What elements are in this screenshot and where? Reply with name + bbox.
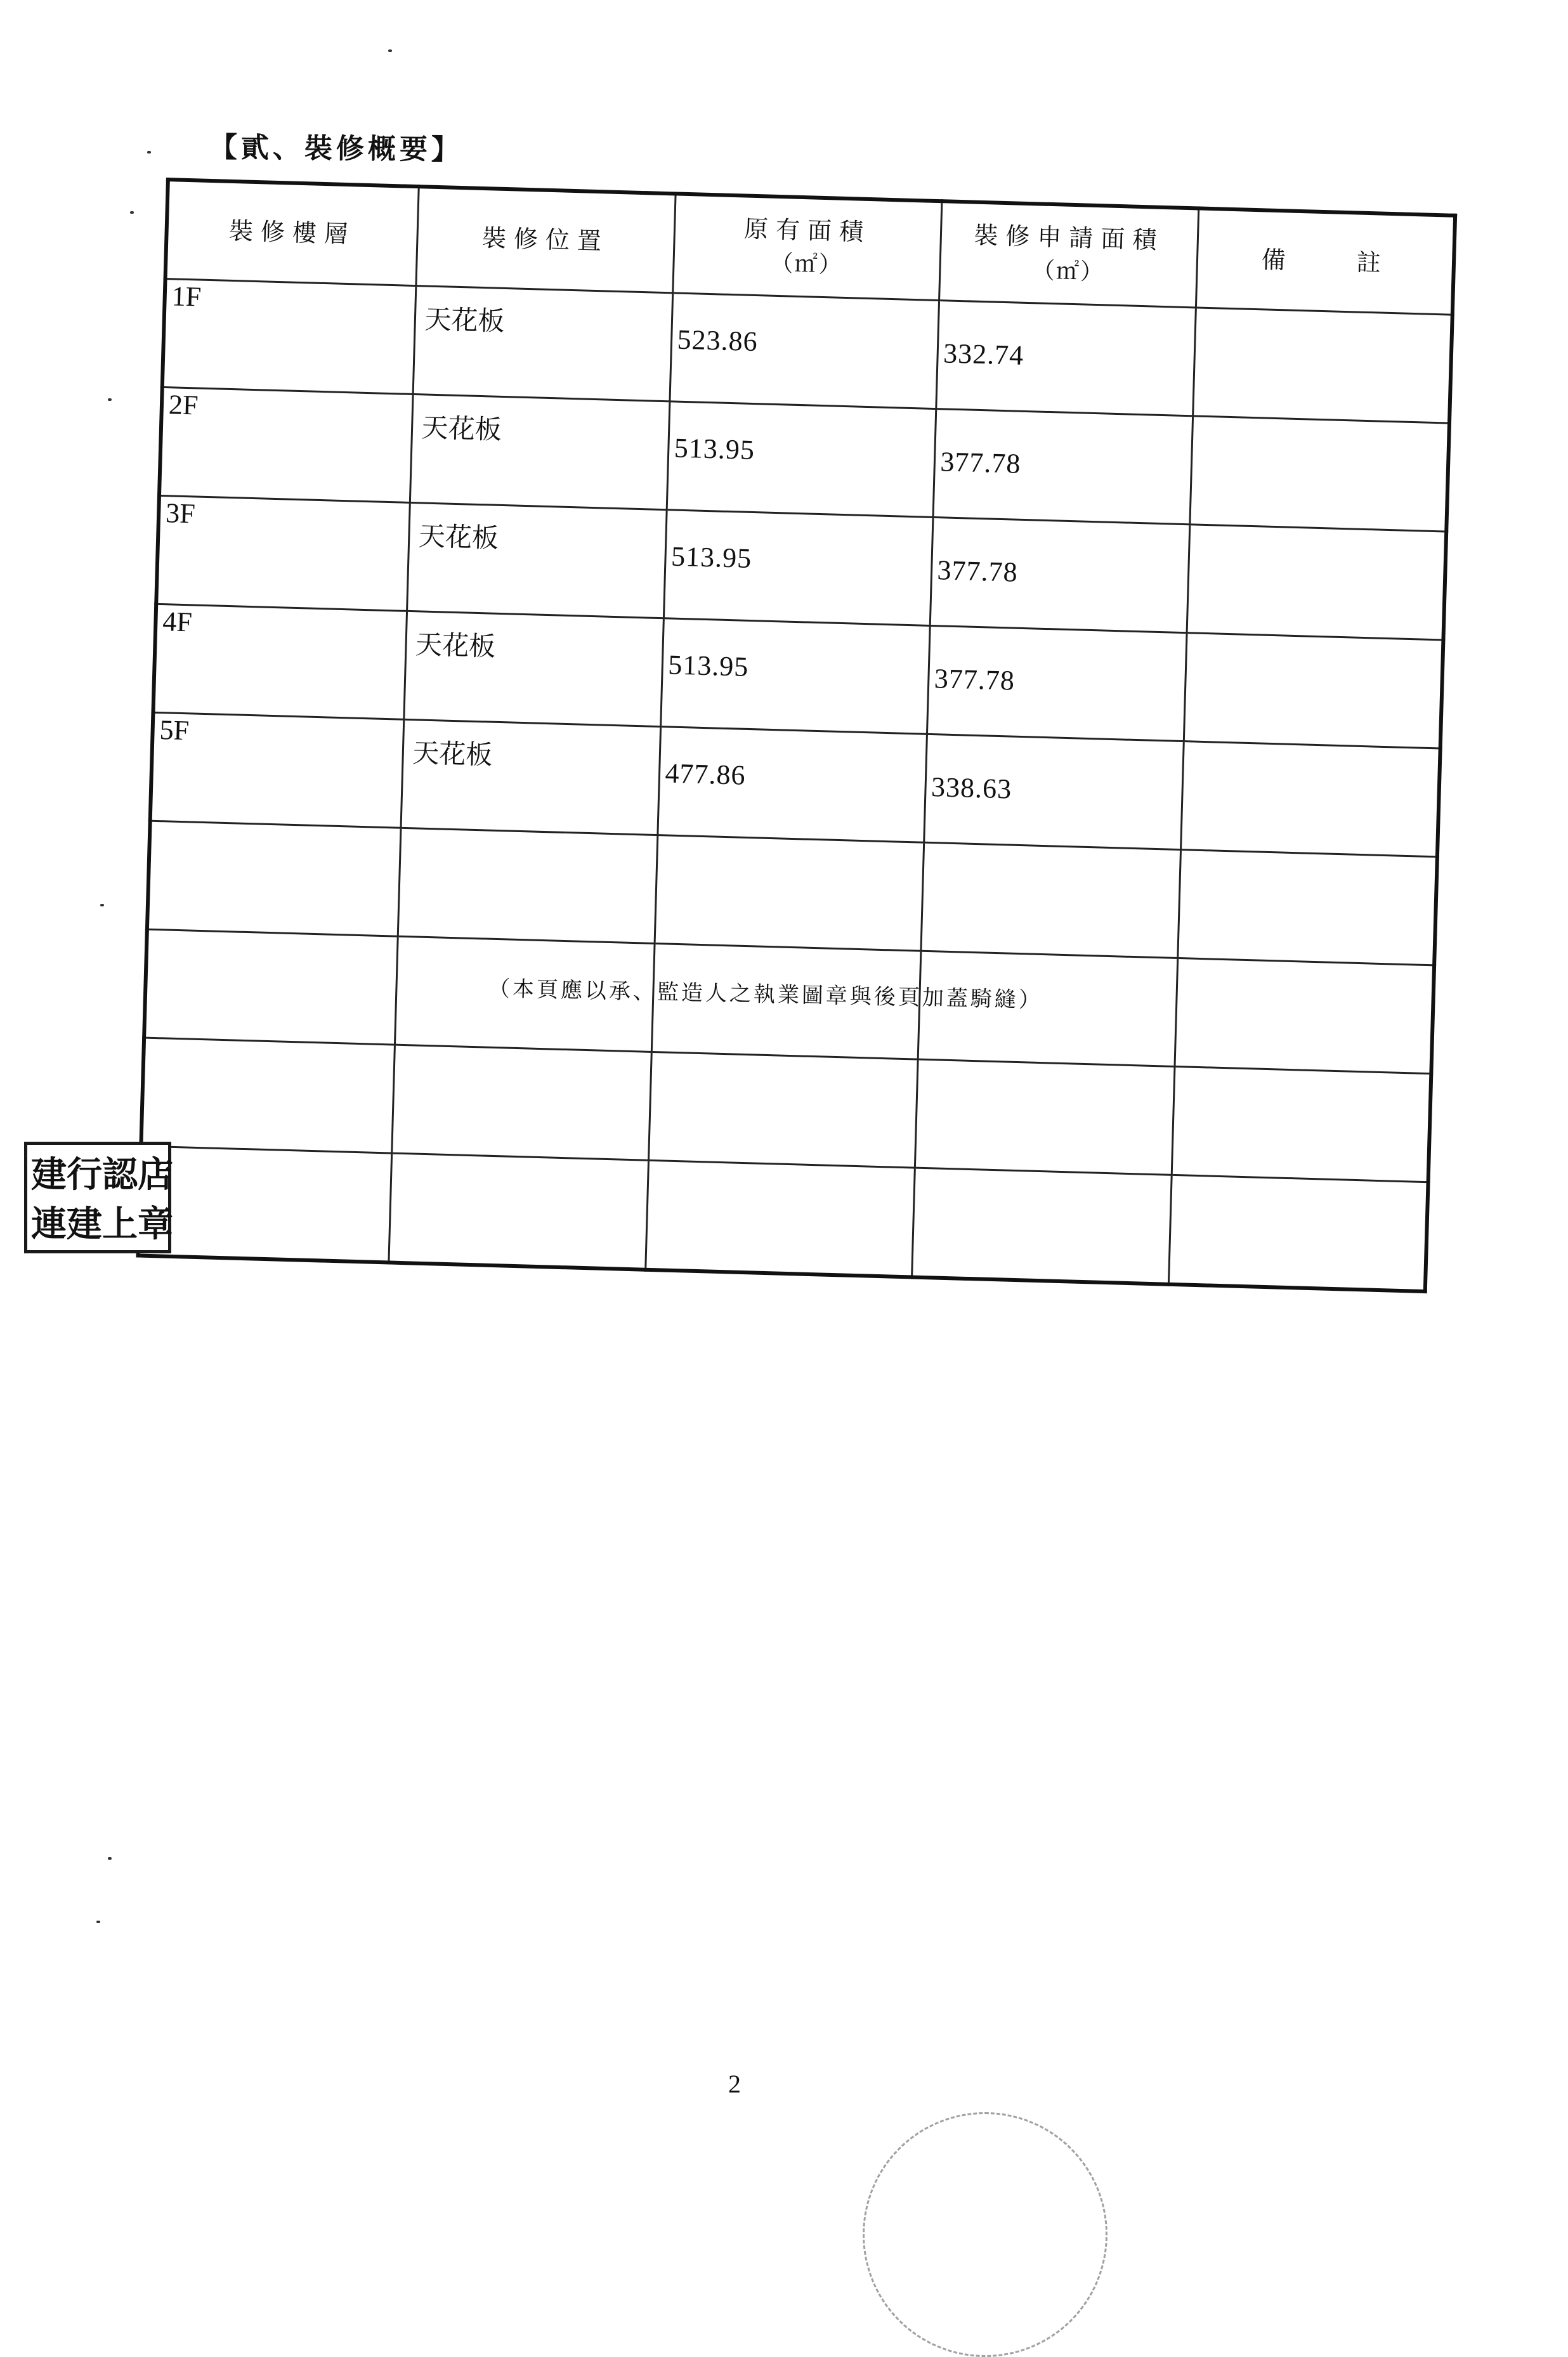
cell-original-area: 523.86 <box>669 293 939 409</box>
header-remarks: 備 註 <box>1196 208 1455 315</box>
architect-seal-stamp <box>24 1142 171 1253</box>
cell-floor: 4F <box>153 604 407 719</box>
cell-floor <box>147 821 401 936</box>
cell-location: 天花板 <box>401 719 661 835</box>
header-applied-area: 裝修申請面積 （㎡） <box>939 201 1198 308</box>
header-applied-area-unit: （㎡） <box>1031 258 1105 286</box>
cell-applied-area <box>920 842 1180 958</box>
scan-speck <box>96 1921 100 1923</box>
cell-applied-area: 338.63 <box>924 734 1184 849</box>
cell-applied-area: 377.78 <box>927 625 1187 741</box>
cell-applied-area: 332.74 <box>936 301 1196 416</box>
header-original-area: 原有面積 （㎡） <box>672 193 941 300</box>
renovation-summary-table-wrapper <box>136 178 1453 1293</box>
header-floor: 裝修樓層 <box>166 180 419 285</box>
cell-location <box>398 828 658 943</box>
header-location: 裝修位置 <box>415 186 675 293</box>
cell-original-area <box>655 835 924 951</box>
cell-remarks <box>1189 416 1449 532</box>
seal-instruction-note: （本頁應以承、監造人之執業圖章與後頁加蓋騎縫） <box>488 976 1043 1014</box>
seal-character: 上 <box>102 1203 138 1245</box>
header-original-area-unit: （㎡） <box>769 251 844 279</box>
cell-original-area <box>645 1160 915 1277</box>
cell-floor: 5F <box>150 712 404 828</box>
scan-speck <box>147 151 151 153</box>
scan-speck <box>100 904 104 906</box>
cell-remarks <box>1174 958 1434 1073</box>
cell-remarks <box>1184 633 1444 748</box>
cell-remarks <box>1177 850 1437 965</box>
scan-speck <box>108 398 112 401</box>
section-title: 【貳、裝修概要】 <box>209 131 464 167</box>
cell-floor: 2F <box>159 387 413 502</box>
scan-speck <box>388 49 392 52</box>
cell-location <box>391 1045 651 1160</box>
cell-original-area <box>648 1052 918 1168</box>
cell-floor: 1F <box>162 279 416 395</box>
cell-location <box>388 1153 648 1270</box>
cell-applied-area <box>911 1168 1172 1284</box>
cell-remarks <box>1192 308 1453 423</box>
scan-speck <box>108 1857 112 1860</box>
partial-round-stamp <box>863 2112 1107 2357</box>
cell-remarks <box>1187 525 1447 640</box>
seal-character: 認 <box>102 1154 138 1196</box>
cell-remarks <box>1172 1066 1432 1182</box>
seal-character: 建 <box>31 1154 67 1196</box>
cell-location: 天花板 <box>410 394 670 509</box>
seal-character: 連 <box>31 1203 67 1245</box>
seal-character: 店 <box>138 1154 173 1196</box>
cell-original-area: 513.95 <box>667 402 936 518</box>
seal-character: 章 <box>138 1203 173 1245</box>
cell-applied-area: 377.78 <box>930 517 1190 632</box>
renovation-summary-table <box>136 178 1457 1293</box>
cell-floor <box>144 929 398 1045</box>
cell-original-area: 513.95 <box>663 510 933 626</box>
cell-location: 天花板 <box>403 611 663 726</box>
cell-original-area: 513.95 <box>660 618 930 735</box>
cell-original-area: 477.86 <box>657 727 927 843</box>
cell-applied-area <box>915 1059 1175 1175</box>
cell-location: 天花板 <box>413 286 673 402</box>
scan-speck <box>130 211 134 214</box>
cell-remarks <box>1180 741 1441 857</box>
cell-location: 天花板 <box>407 502 667 618</box>
seal-character: 行 <box>67 1154 102 1196</box>
cell-floor: 3F <box>156 495 410 611</box>
cell-floor <box>141 1038 395 1153</box>
page-number: 2 <box>728 2070 741 2098</box>
seal-character: 建 <box>67 1203 102 1245</box>
cell-floor <box>138 1146 392 1262</box>
cell-applied-area: 377.78 <box>933 409 1193 525</box>
cell-remarks <box>1168 1175 1428 1291</box>
